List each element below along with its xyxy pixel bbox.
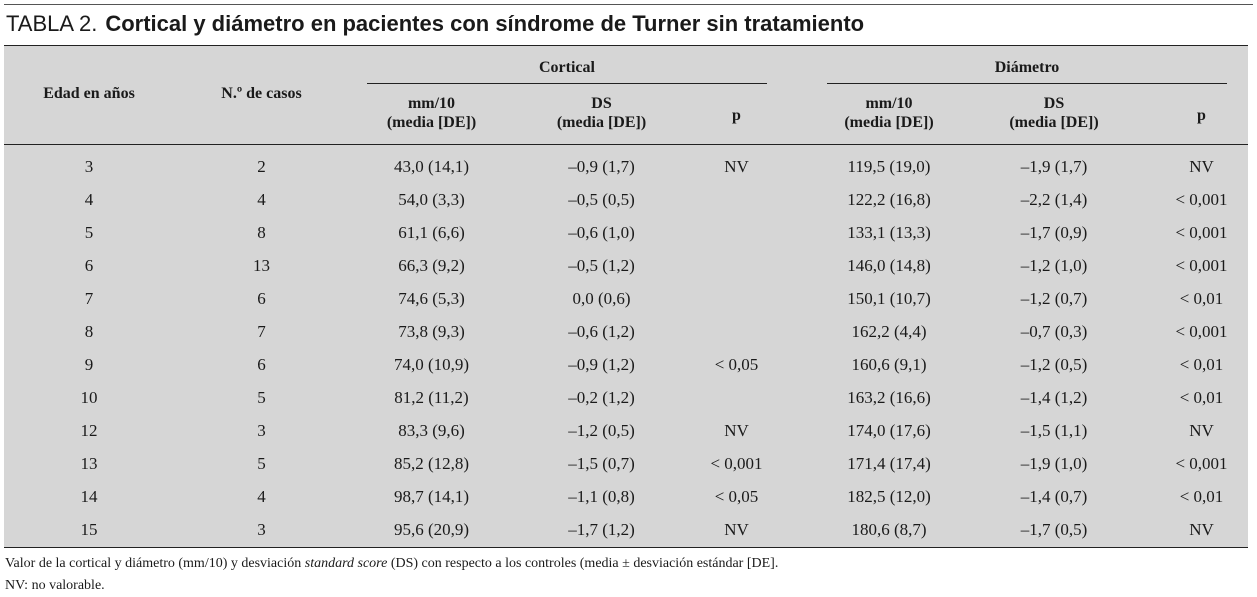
footnote-1 [5,553,778,575]
cortical-group-rule [367,83,767,84]
header-diametro-mm-line1: mm/10 [865,95,913,112]
header-cortical-mm-line2: (media [DE]) [386,114,477,131]
table-body [4,150,1248,546]
cell-diametro-mm: 146,0 (14,8) [847,256,931,275]
cell-cortical-ds: –0,6 (1,0) [568,223,635,242]
table-row [4,447,1248,480]
header-cortical-mm [349,94,514,132]
cell-casos: 13 [253,256,270,275]
cell-edad: 9 [84,355,94,374]
table-row [4,315,1248,348]
header-cortical-p: p [732,107,741,124]
footnote-1-part-a: Valor de la cortical y diámetro (mm/10) y desviación [5,556,305,571]
cell-diametro-p: < 0,01 [1179,487,1224,506]
cell-casos: 6 [257,289,266,308]
cell-edad: 5 [84,223,94,242]
cell-edad: 3 [84,157,94,176]
header-cortical-ds-line2: (media [DE]) [556,114,647,131]
cell-casos: 8 [257,223,266,242]
cell-cortical-p: NV [724,421,749,440]
cell-edad: 15 [80,520,98,539]
cell-diametro-p: < 0,001 [1175,454,1228,473]
cell-diametro-ds: –1,5 (1,1) [1020,421,1088,440]
cell-cortical-ds: –1,7 (1,2) [568,520,635,539]
footnote-1-emphasis: standard score [304,556,388,571]
cell-cortical-p: NV [724,157,749,176]
cell-cortical-p: < 0,05 [714,355,759,374]
cell-cortical-mm: 61,1 (6,6) [398,223,465,242]
table-footnotes [5,553,778,597]
cell-cortical-ds: 0,0 (0,6) [572,289,631,308]
cell-casos: 2 [257,157,266,176]
footnote-1-part-b: (DS) con respecto a los controles (media ± desviación estándar [DE]. [387,556,779,571]
cell-cortical-mm: 81,2 (11,2) [394,388,469,407]
cell-cortical-mm: 66,3 (9,2) [398,256,465,275]
cell-diametro-ds: –1,4 (0,7) [1020,487,1088,506]
table-title [6,10,864,38]
cell-cortical-mm: 74,0 (10,9) [393,355,470,374]
cell-cortical-mm: 98,7 (14,1) [393,487,470,506]
cell-edad: 10 [80,388,98,407]
cell-cortical-ds: –0,5 (0,5) [568,190,635,209]
table-title-text: Cortical y diámetro en pacientes con síndrome de Turner sin tratamiento [105,11,865,36]
cell-edad: 4 [84,190,94,209]
cell-diametro-ds: –2,2 (1,4) [1020,190,1088,209]
cell-diametro-mm: 180,6 (8,7) [851,520,927,539]
table-label: TABLA 2. [6,11,98,36]
cell-diametro-p: < 0,001 [1175,223,1228,242]
table-row [4,513,1248,546]
cell-casos: 4 [257,487,266,506]
table-row [4,183,1248,216]
cell-diametro-ds: –1,2 (1,0) [1020,256,1088,275]
cell-cortical-ds: –0,2 (1,2) [568,388,635,407]
top-rule [4,4,1253,5]
header-diametro-ds [969,94,1139,132]
cell-diametro-mm: 182,5 (12,0) [847,487,931,506]
cell-diametro-mm: 160,6 (9,1) [851,355,927,374]
cell-diametro-p: < 0,001 [1175,322,1228,341]
cell-edad: 14 [80,487,98,506]
cell-diametro-mm: 150,1 (10,7) [847,289,931,308]
cell-diametro-ds: –0,7 (0,3) [1020,322,1088,341]
cell-casos: 6 [257,355,266,374]
cell-diametro-p: NV [1189,157,1214,176]
cell-diametro-ds: –1,9 (1,7) [1020,157,1088,176]
cell-cortical-mm: 95,6 (20,9) [393,520,470,539]
cell-cortical-p: < 0,001 [710,454,763,473]
cell-diametro-p: < 0,01 [1179,289,1224,308]
cell-edad: 12 [80,421,98,440]
table-row [4,480,1248,513]
cell-cortical-ds: –0,5 (1,2) [568,256,635,275]
cell-edad: 8 [84,322,94,341]
cell-diametro-mm: 162,2 (4,4) [851,322,927,341]
footnote-2: NV: no valorable. [5,578,105,593]
table-row [4,282,1248,315]
cell-casos: 7 [257,322,266,341]
data-table [4,45,1248,548]
cell-diametro-ds: –1,7 (0,9) [1020,223,1088,242]
header-cortical-ds-line1: DS [591,95,612,112]
cell-casos: 3 [257,520,266,539]
cell-diametro-ds: –1,2 (0,7) [1020,289,1088,308]
cell-diametro-p: < 0,001 [1175,256,1228,275]
cell-diametro-p: NV [1189,520,1214,539]
cell-casos: 5 [257,388,266,407]
cell-diametro-mm: 171,4 (17,4) [847,454,931,473]
header-diametro-p: p [1197,107,1206,124]
header-cortical-mm-line1: mm/10 [407,95,456,112]
header-rule [4,144,1248,145]
table-row [4,216,1248,249]
cell-cortical-mm: 85,2 (12,8) [393,454,470,473]
cell-casos: 4 [257,190,266,209]
cell-diametro-mm: 119,5 (19,0) [847,157,931,176]
cell-cortical-ds: –1,1 (0,8) [568,487,635,506]
cell-cortical-ds: –0,6 (1,2) [568,322,635,341]
cell-diametro-mm: 133,1 (13,3) [847,223,931,242]
table-row [4,348,1248,381]
header-edad: Edad en años [43,85,135,102]
cell-cortical-ds: –1,5 (0,7) [568,454,635,473]
table-row [4,414,1248,447]
cell-diametro-p: < 0,01 [1179,388,1224,407]
header-diametro-mm-line2: (media [DE]) [844,114,934,131]
header-cortical-ds [514,94,689,132]
cell-cortical-mm: 73,8 (9,3) [398,322,465,341]
table-row [4,381,1248,414]
cell-casos: 3 [257,421,266,440]
cell-diametro-ds: –1,7 (0,5) [1020,520,1088,539]
cell-cortical-p: NV [724,520,749,539]
header-diametro-mm [814,94,964,132]
cell-cortical-p: < 0,05 [714,487,759,506]
header-casos: N.º de casos [221,85,302,102]
cell-cortical-ds: –0,9 (1,7) [568,157,635,176]
cell-cortical-mm: 54,0 (3,3) [398,190,465,209]
cell-diametro-mm: 122,2 (16,8) [847,190,931,209]
cell-cortical-ds: –1,2 (0,5) [568,421,635,440]
cell-diametro-mm: 174,0 (17,6) [847,421,931,440]
cell-diametro-ds: –1,9 (1,0) [1020,454,1088,473]
cell-diametro-p: NV [1189,421,1214,440]
cell-diametro-mm: 163,2 (16,6) [847,388,931,407]
header-group-cortical: Cortical [539,59,595,76]
cell-casos: 5 [257,454,266,473]
cell-diametro-ds: –1,4 (1,2) [1020,388,1088,407]
cell-edad: 6 [84,256,94,275]
cell-cortical-ds: –0,9 (1,2) [568,355,635,374]
cell-cortical-mm: 43,0 (14,1) [393,157,470,176]
cell-diametro-ds: –1,2 (0,5) [1020,355,1088,374]
cell-edad: 7 [84,289,94,308]
header-diametro-ds-line1: DS [1043,95,1065,112]
cell-cortical-mm: 83,3 (9,6) [398,421,465,440]
table-row [4,150,1248,183]
table-row [4,249,1248,282]
cell-diametro-p: < 0,001 [1175,190,1228,209]
diametro-group-rule [827,83,1227,84]
header-diametro-ds-line2: (media [DE]) [1009,114,1099,131]
header-group-diametro: Diámetro [994,59,1060,76]
cell-cortical-mm: 74,6 (5,3) [398,289,465,308]
cell-diametro-p: < 0,01 [1179,355,1224,374]
cell-edad: 13 [80,454,98,473]
